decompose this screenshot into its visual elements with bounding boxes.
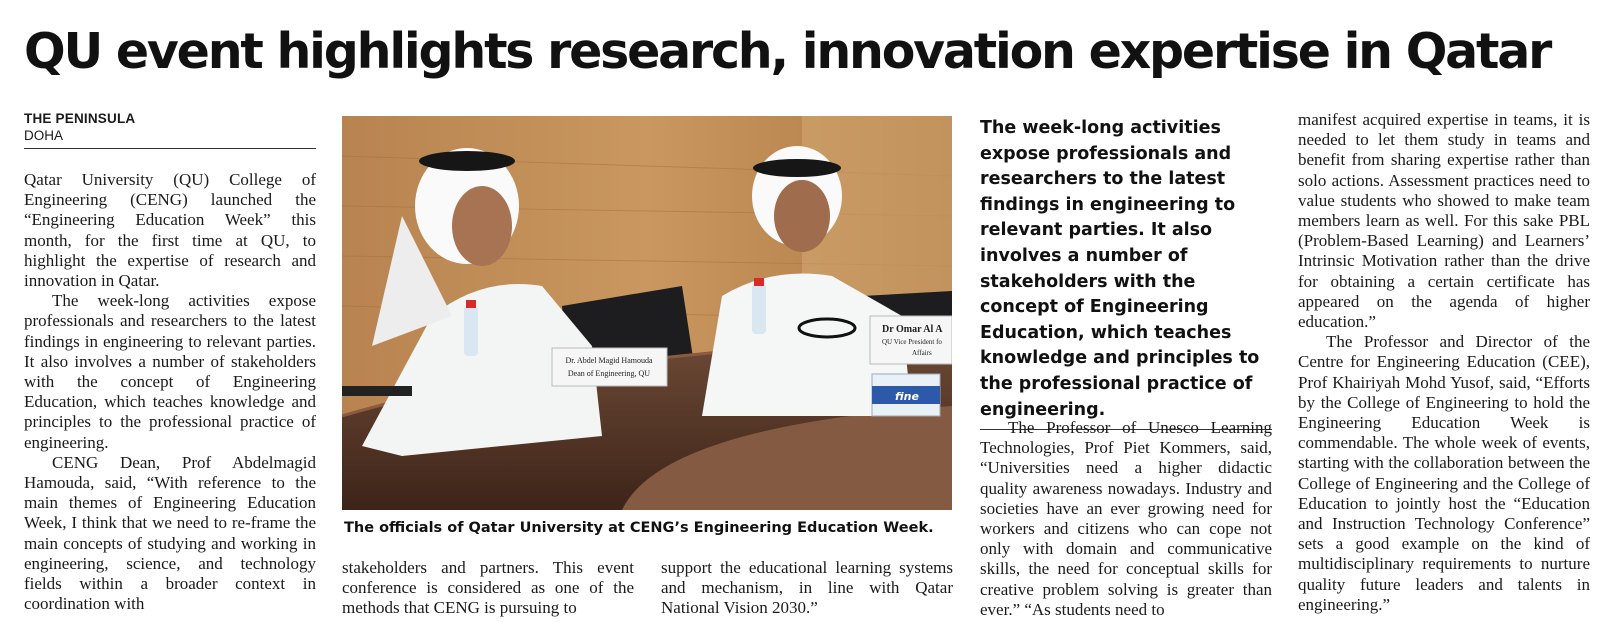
paragraph: The Professor of Unesco Learning Technologies, Prof Piet Kommers, said, “Universities need a higher didactic quality awareness nowadays. Industry and societies have an ever growing need for workers and citizens who can cope not only with domain and communicative skills, the need for conceptual skills for creative problem solving is greater than ever.” “As students need to (980, 418, 1272, 619)
headline: QU event highlights research, innovation expertise in Qatar (24, 23, 1551, 80)
nameplate-right-line1: Dr Omar Al A (882, 324, 943, 335)
article-column-5 (1298, 110, 1590, 622)
nameplate-left-line1: Dr. Abdel Magid Hamouda (565, 356, 653, 365)
article-column-2 (342, 558, 634, 622)
paragraph: The week-long activities expose professionals and researchers to the latest findings in engineering to relevant parties. It also involves a number of stakeholders with the concept of Engineering Education, which teaches knowledge and principles to the professional practice of engineering. (24, 291, 316, 452)
paragraph: CENG Dean, Prof Abdelmagid Hamouda, said, “With reference to the main themes of Engineering Education Week, I think that we need to re-frame the main concepts of studying and working in engineering, science, and technology fields within a broader context in coordination with (24, 452, 316, 614)
nameplate-left-line2: Dean of Engineering, QU (567, 369, 651, 378)
byline (24, 110, 316, 149)
paragraph: stakeholders and partners. This event conference is considered as one of the methods that CENG is pursuing to (342, 558, 634, 618)
article-photo (342, 116, 952, 510)
article-column-4 (980, 418, 1272, 622)
tissue-box-label: fine (895, 390, 919, 403)
paragraph: support the educational learning systems and mechanism, in line with Qatar National Vision 2030.” (661, 558, 953, 618)
nameplate-right-line3: Affairs (912, 349, 932, 357)
paragraph: Qatar University (QU) College of Engineering (CENG) launched the “Engineering Education Week” this month, for the first time at QU, to highlight the expertise of research and innovation in Qatar. (24, 170, 316, 291)
article-column-3 (661, 558, 953, 622)
nameplate-right-line2: QU Vice President fo (882, 338, 942, 346)
pull-quote: The week-long activities expose professionals and researchers to the latest findings in engineering to relevant parties. It also involves a number of stakeholders with the concept of Engineering Education, which teaches knowledge and principles to the professional practice of engineering. (980, 116, 1272, 430)
paragraph: The Professor and Director of the Centre for Engineering Education (CEE), Prof Khairiyah Mohd Yusof, said, “Efforts by the College of Engineering to hold the Engineering Education Week is commendable. The whole week of events, starting with the collaboration between the College of Engineering and the College of Education to jointly host the “Education and Instruction Technology Conference” sets a good example on the kind of multidisciplinary requirements to nurture quality future leaders and talents in engineering.” (1298, 332, 1590, 614)
byline-location: DOHA (24, 127, 316, 149)
article-column-1 (24, 170, 316, 622)
byline-publication: THE PENINSULA (24, 111, 136, 126)
photo-caption: The officials of Qatar University at CENG’s Engineering Education Week. (344, 520, 934, 536)
paragraph: manifest acquired expertise in teams, it is needed to let them study in teams and benefit from sharing expertise rather than solo actions. Assessment practices need to value students who showed to make team members learn as well. For this sake PBL (Problem-Based Learning) and Learners’ Intrinsic Motivation rather than the drive for obtaining a certain certificate has appeared on the agenda of higher education.” (1298, 110, 1590, 332)
